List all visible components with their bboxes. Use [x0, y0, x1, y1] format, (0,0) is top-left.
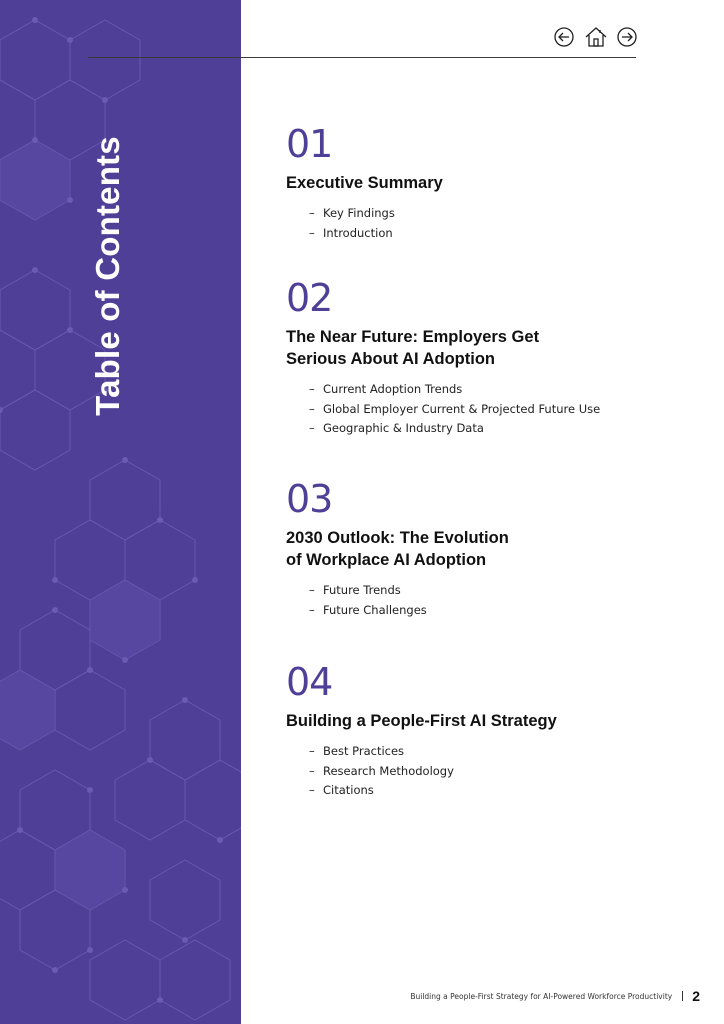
item-dash: – [309, 401, 315, 416]
page-number: 2 [692, 988, 700, 1004]
section-items [286, 742, 557, 801]
item-dash: – [309, 206, 315, 220]
sidebar-title: Table of Contents [89, 136, 126, 416]
home-icon [584, 26, 608, 48]
toc-item[interactable] [286, 781, 557, 801]
toc-section-03[interactable] [286, 479, 509, 620]
section-number: 04 [286, 660, 333, 704]
toc-item-label: Geographic & Industry Data [323, 421, 484, 435]
section-title [286, 527, 509, 571]
home-button[interactable] [584, 26, 606, 48]
section-title-line: Executive Summary [286, 174, 443, 192]
toc-item-label: Future Challenges [323, 602, 427, 617]
previous-page-button[interactable] [553, 26, 575, 48]
next-page-button[interactable] [616, 26, 638, 48]
item-dash: – [309, 583, 315, 597]
toc-item[interactable] [286, 742, 557, 762]
section-title-line: The Near Future: Employers Get [286, 328, 540, 346]
section-title [286, 326, 600, 370]
item-dash: – [309, 421, 315, 435]
toc-item-label: Current Adoption Trends [323, 382, 463, 396]
toc-item[interactable] [286, 400, 600, 420]
arrow-right-circle-icon [616, 26, 638, 48]
toc-section-01[interactable] [286, 124, 443, 243]
item-dash: – [309, 744, 315, 758]
toc-item[interactable] [286, 601, 509, 621]
section-number: 01 [286, 122, 333, 166]
section-items [286, 380, 600, 439]
toc-item[interactable] [286, 581, 509, 601]
arrow-left-circle-icon [553, 26, 575, 48]
section-number: 02 [286, 276, 333, 320]
section-title-line: Building a People-First AI Strategy [286, 712, 557, 730]
section-title [286, 710, 557, 732]
toc-item-label: Key Findings [323, 206, 395, 220]
footer-divider [682, 991, 683, 1001]
page-navigation [553, 26, 639, 50]
toc-item[interactable] [286, 380, 600, 400]
section-title-line: Serious About AI Adoption [286, 350, 495, 368]
toc-section-02[interactable] [286, 278, 600, 439]
toc-item-label: Best Practices [323, 744, 405, 758]
toc-item[interactable] [286, 419, 600, 439]
section-title-line: 2030 Outlook: The Evolution [286, 529, 509, 547]
toc-item[interactable] [286, 224, 443, 244]
section-title-line: of Workplace AI Adoption [286, 551, 487, 569]
toc-item-label: Research Methodology [323, 763, 454, 778]
toc-item-label: Future Trends [323, 583, 401, 597]
toc-item[interactable] [286, 762, 557, 782]
header-rule [88, 57, 636, 58]
sidebar [0, 0, 241, 1024]
toc-section-04[interactable] [286, 662, 557, 801]
item-dash: – [309, 225, 315, 240]
toc-item[interactable] [286, 204, 443, 224]
footer-document-title: Building a People-First Strategy for AI-Powered Workforce Productivity [410, 991, 673, 1001]
item-dash: – [309, 763, 315, 778]
section-number: 03 [286, 477, 333, 521]
toc-item-label: Citations [323, 783, 374, 797]
toc-item-label: Global Employer Current & Projected Future Use [323, 401, 601, 416]
page-footer [410, 986, 700, 1006]
section-items [286, 204, 443, 243]
toc-item-label: Introduction [323, 225, 393, 240]
item-dash: – [309, 602, 315, 617]
section-items [286, 581, 509, 620]
item-dash: – [309, 382, 315, 396]
section-title [286, 172, 443, 194]
item-dash: – [309, 783, 315, 797]
